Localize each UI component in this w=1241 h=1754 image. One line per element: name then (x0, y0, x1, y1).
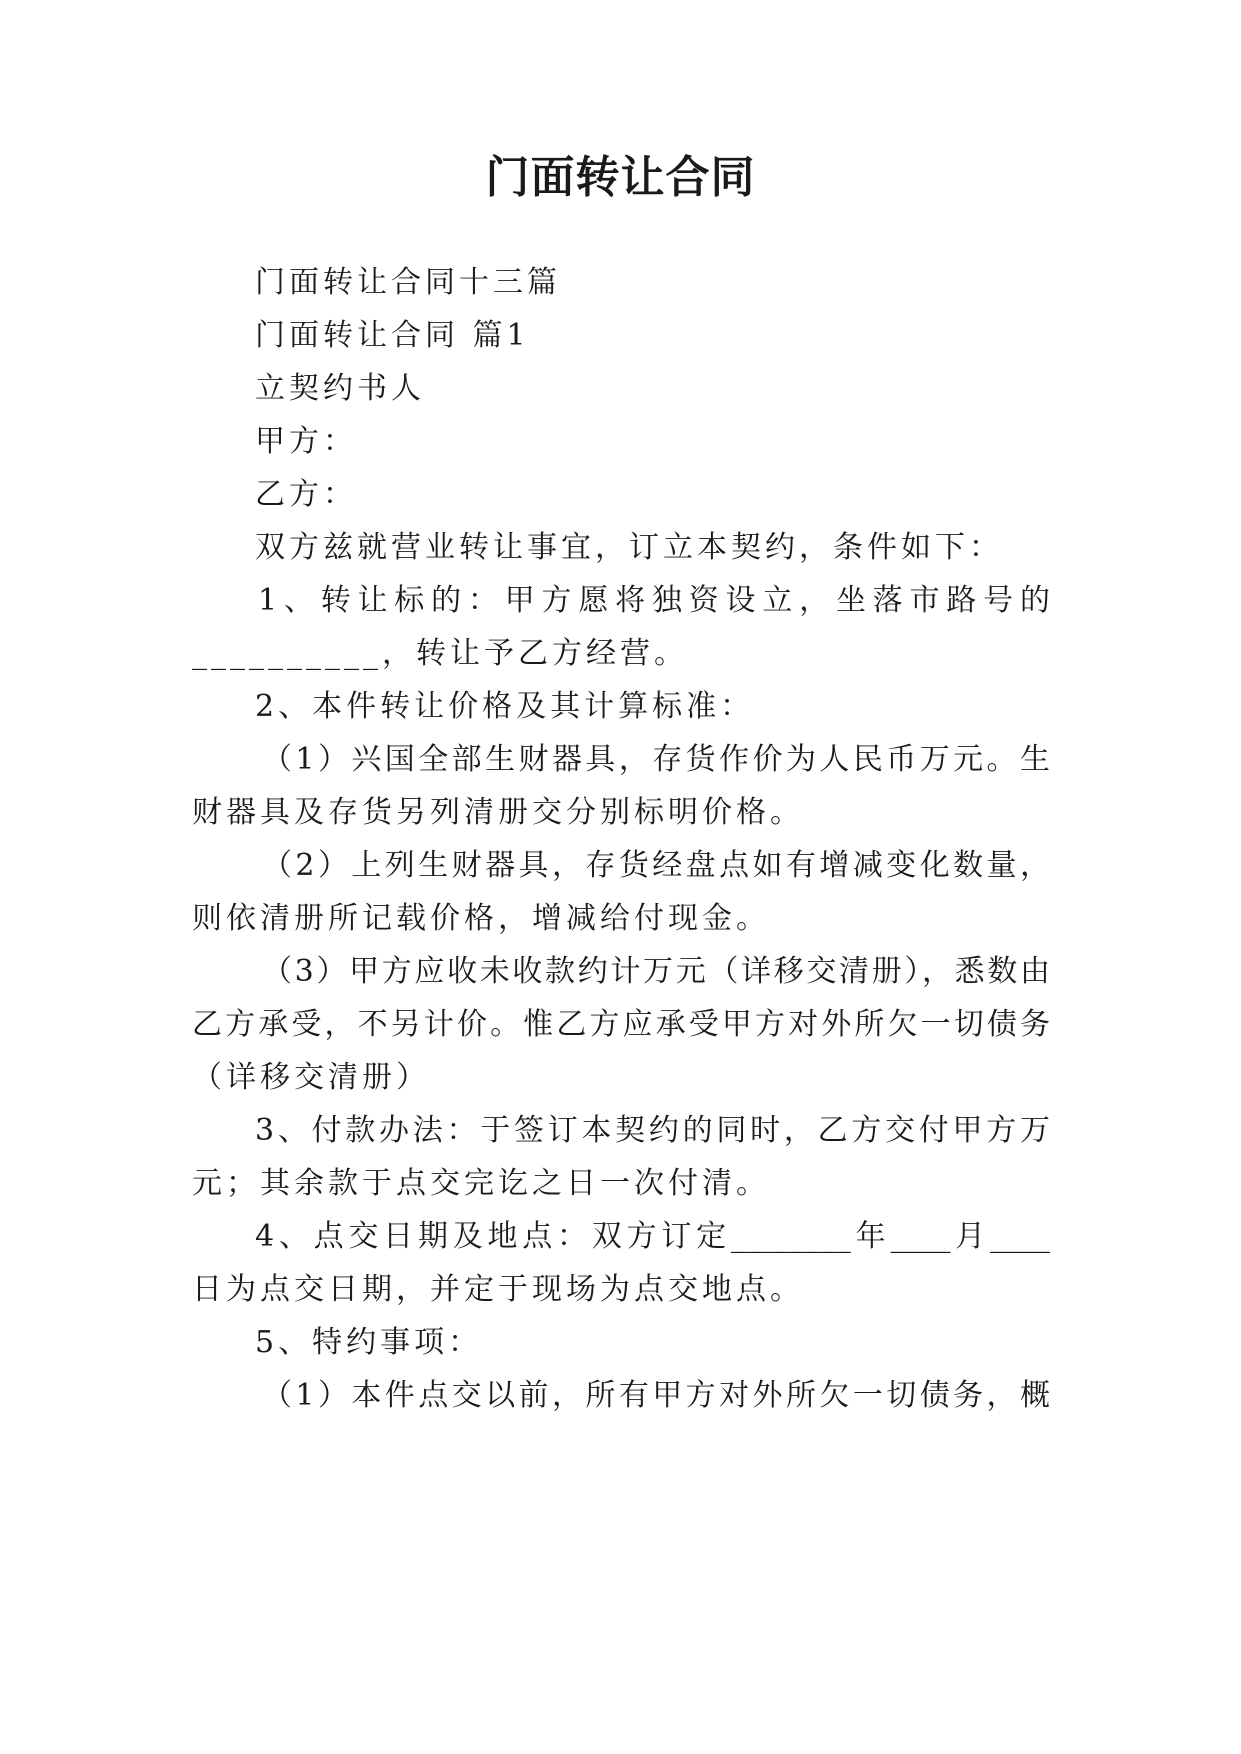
paragraph-line: 2、本件转让价格及其计算标准： (255, 689, 755, 724)
paragraph-text: （2）上列生财器具，存货经盘点如有增减变化数量， (262, 848, 1050, 883)
paragraph-line: 则依清册所记载价格，增减给付现金。 (192, 901, 770, 936)
paragraph-line: 门面转让合同 篇1 (255, 318, 530, 353)
paragraph-line: 日为点交日期，并定于现场为点交地点。 (192, 1272, 804, 1307)
paragraph-line: 乙方： (255, 477, 357, 512)
paragraph-line (262, 952, 1050, 992)
paragraph-line (262, 740, 1050, 780)
paragraph-line: 门面转让合同十三篇 (255, 265, 561, 300)
paragraph-line (258, 581, 1050, 621)
paragraph-line: 立契约书人 (255, 371, 425, 406)
paragraph-line (255, 1111, 1050, 1151)
paragraph-line (262, 846, 1050, 886)
paragraph-text: 4、点交日期及地点：双方订定________年____月____ (255, 1219, 1050, 1254)
paragraph-text: （3）甲方应收未收款约计万元（详移交清册），悉数由 (262, 954, 1050, 989)
paragraph-line (255, 1217, 1050, 1257)
document-title: 门面转让合同 (485, 152, 756, 203)
paragraph-line: 5、特约事项： (255, 1325, 483, 1360)
paragraph-text: 1、转让标的：甲方愿将独资设立，坐落市路号的 (258, 583, 1050, 618)
paragraph-line (192, 1005, 1050, 1045)
paragraph-text: （1）本件点交以前，所有甲方对外所欠一切债务，概 (262, 1378, 1050, 1413)
paragraph-line: 元；其余款于点交完讫之日一次付清。 (192, 1166, 770, 1201)
paragraph-line: （详移交清册） (192, 1060, 430, 1095)
paragraph-line: 财器具及存货另列清册交分别标明价格。 (192, 795, 804, 830)
paragraph-line: 甲方： (255, 424, 357, 459)
paragraph-text: 3、付款办法：于签订本契约的同时，乙方交付甲方万 (255, 1113, 1050, 1148)
paragraph-line: __________，转让予乙方经营。 (192, 636, 688, 671)
paragraph-line: 双方兹就营业转让事宜，订立本契约，条件如下： (255, 530, 1003, 565)
paragraph-text: （1）兴国全部生财器具，存货作价为人民币万元。生 (262, 742, 1050, 777)
paragraph-line (262, 1376, 1050, 1416)
paragraph-text: 乙方承受，不另计价。惟乙方应承受甲方对外所欠一切债务 (192, 1007, 1050, 1042)
